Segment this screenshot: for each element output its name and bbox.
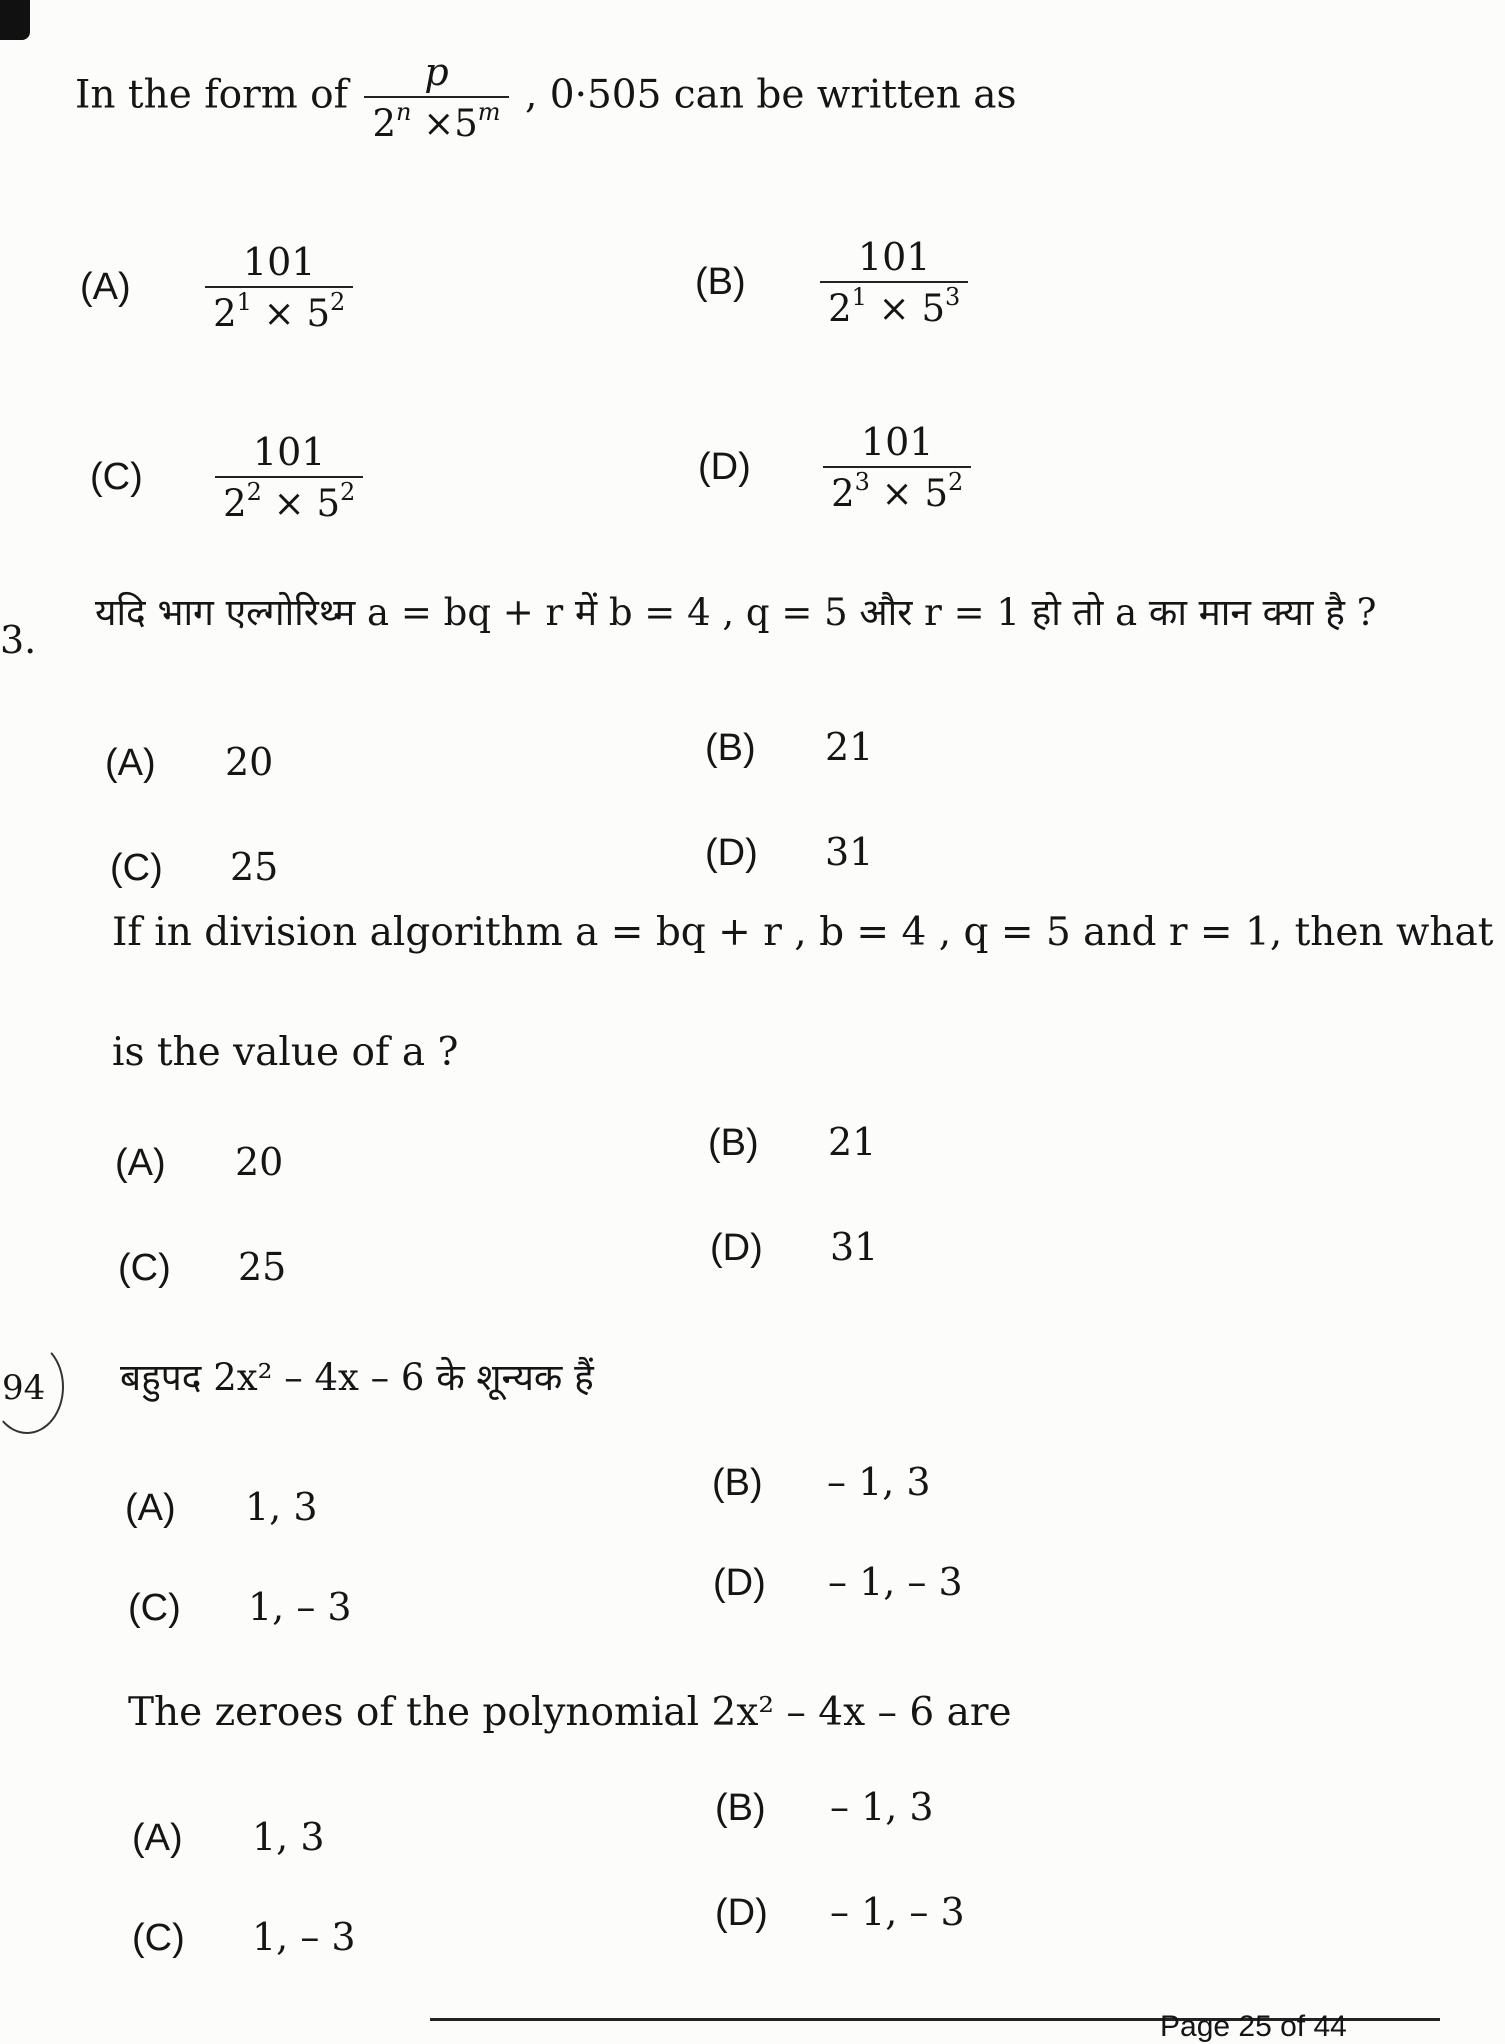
q92-form-denominator: $2^n \times 5^m$ [372, 98, 501, 145]
q93-english-option-c: (C) 25 [118, 1245, 287, 1289]
q94-english-option-d: (D) – 1, – 3 [715, 1890, 965, 1934]
q94-english-stem: The zeroes of the polynomial 2x² – 4x – 6 are [128, 1690, 1012, 1735]
corner-marker [0, 0, 30, 40]
q93-english-option-d: (D) 31 [710, 1225, 879, 1269]
q92-option-a [80, 240, 353, 335]
q93-hindi-option-a: (A) 20 [105, 740, 274, 784]
q92-stem [75, 50, 1017, 145]
q94-number: 94 [2, 1368, 46, 1408]
option-fraction: $\frac{101}{2^1 \times 5^3}$ [820, 235, 968, 330]
q92-form-numerator: p [364, 50, 508, 98]
q92-form-fraction [364, 50, 508, 145]
q92-option-b [695, 235, 968, 330]
option-label: (D) [698, 446, 751, 488]
option-fraction: $\frac{101}{2^1 \times 5^2}$ [205, 240, 353, 335]
option-label: (C) [90, 456, 143, 498]
q93-english-option-a: (A) 20 [115, 1140, 284, 1184]
q92-stem-suffix: , 0·505 can be written as [524, 72, 1017, 118]
q93-hindi-option-c: (C) 25 [110, 845, 279, 889]
q94-english-option-b: (B) – 1, 3 [715, 1785, 934, 1829]
q94-hindi-option-c: (C) 1, – 3 [128, 1585, 352, 1629]
q94-hindi-stem: बहुपद 2x² – 4x – 6 के शून्यक हैं [120, 1356, 594, 1399]
q92-stem-text: In the form of [75, 72, 349, 118]
page-number: Page 25 of 44 [1160, 2010, 1347, 2043]
q94-hindi-option-a: (A) 1, 3 [125, 1485, 318, 1529]
q93-number: 3. [0, 618, 37, 662]
q93-english-stem-line2: is the value of a ? [112, 1030, 459, 1075]
q92-option-d [698, 420, 971, 515]
q93-hindi-option-d: (D) 31 [705, 830, 874, 874]
q93-english-stem-line1: If in division algorithm a = bq + r , b = 4 , q = 5 and r = 1, then what [112, 910, 1494, 955]
option-fraction: $\frac{101}{2^2 \times 5^2}$ [215, 430, 363, 525]
option-fraction: $\frac{101}{2^3 \times 5^2}$ [823, 420, 971, 515]
q93-hindi-option-b: (B) 21 [705, 725, 874, 769]
q94-english-option-a: (A) 1, 3 [132, 1815, 325, 1859]
option-label: (B) [695, 261, 746, 303]
q92-option-c [90, 430, 363, 525]
q94-hindi-option-d: (D) – 1, – 3 [713, 1560, 963, 1604]
option-label: (A) [80, 266, 131, 308]
q93-english-option-b: (B) 21 [708, 1120, 877, 1164]
q94-hindi-option-b: (B) – 1, 3 [712, 1460, 931, 1504]
q94-english-option-c: (C) 1, – 3 [132, 1915, 356, 1959]
q93-hindi-stem: यदि भाग एल्गोरिथ्म a = bq + r में b = 4 , q = 5 और r = 1 हो तो a का मान क्या है ? [95, 591, 1377, 634]
